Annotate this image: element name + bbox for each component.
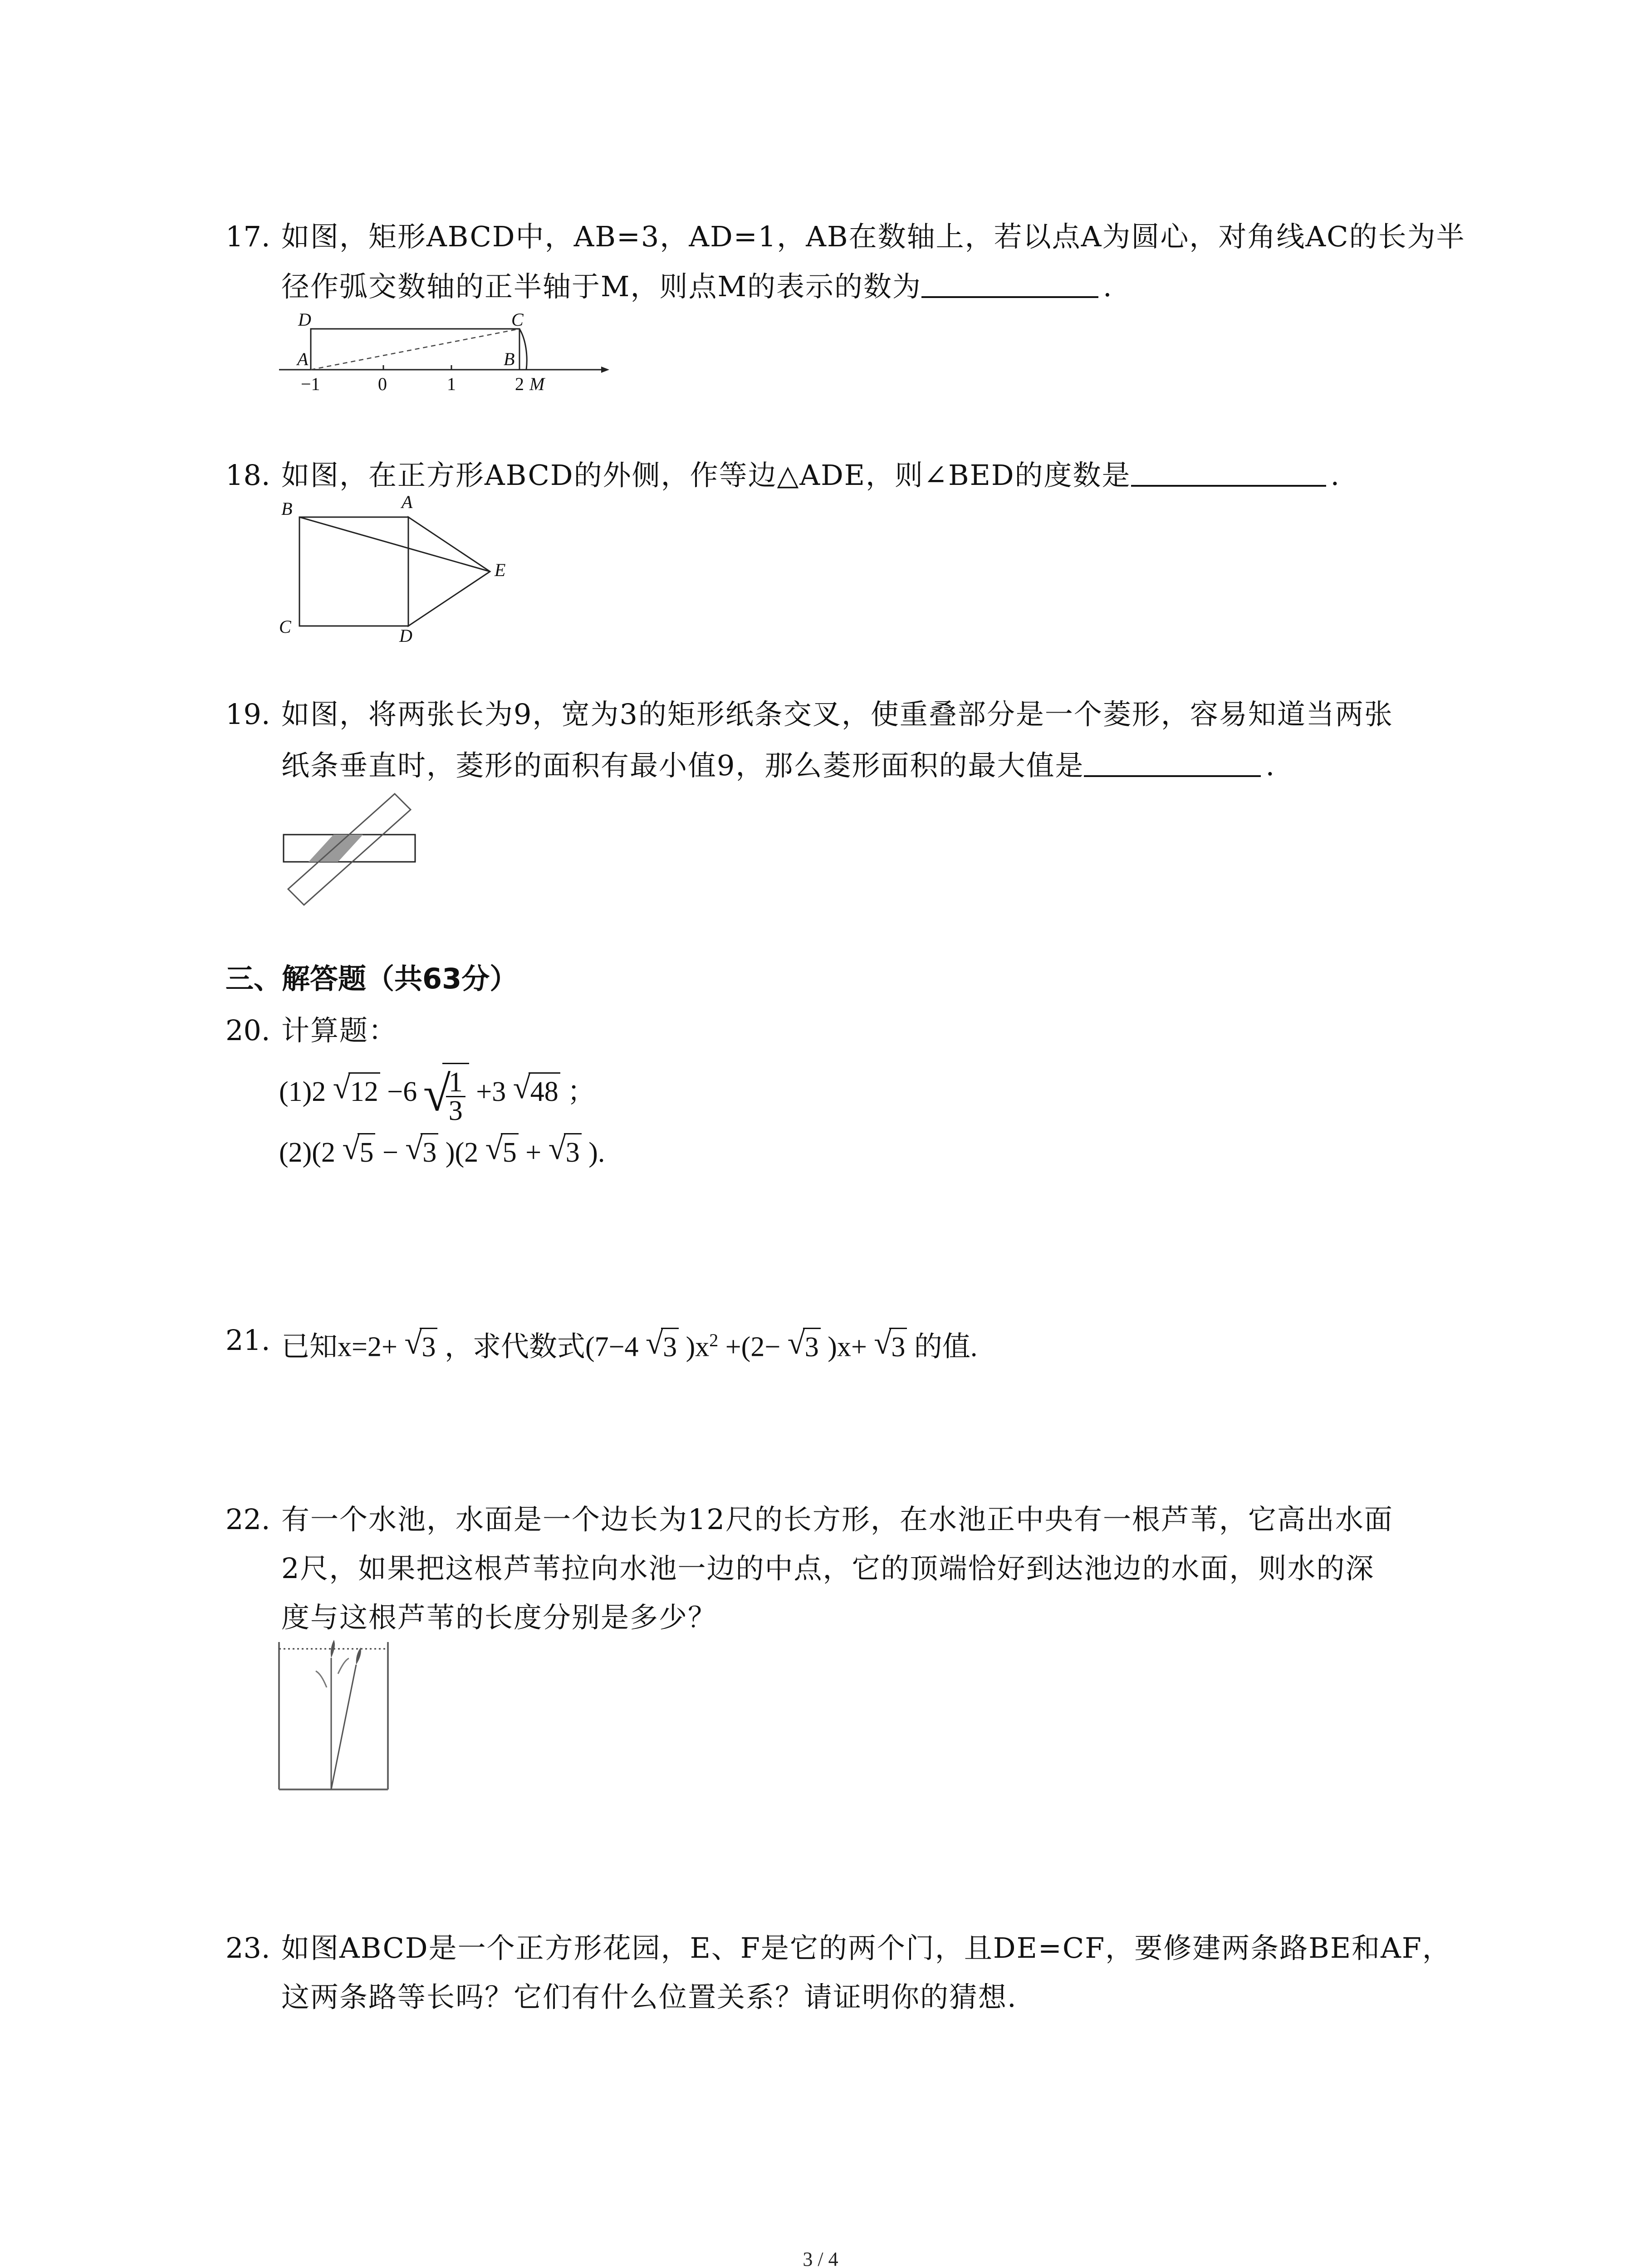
q18-label-C: C	[279, 616, 291, 637]
q17-tick-1: 1	[447, 374, 456, 394]
q20-p2-sqrt3a: √ 3	[421, 1133, 438, 1171]
q17-label-B: B	[504, 349, 515, 369]
q21-number: 21.	[225, 1324, 270, 1357]
q17-label-A: A	[297, 349, 309, 369]
q21-mid4: )x+	[828, 1331, 867, 1363]
q20-p2-radicand-5b: 5	[502, 1137, 517, 1168]
section-title: 三、解答题（共63分）	[225, 962, 518, 995]
q18-label-A: A	[402, 492, 413, 512]
q17-end: .	[1102, 270, 1113, 303]
q20-p2-sqrt3b: √ 3	[564, 1133, 582, 1171]
q18-number: 18.	[225, 459, 270, 492]
q20-p2-radicand-3a: 3	[422, 1137, 437, 1168]
q22-text-line3: 度与这根芦苇的长度分别是多少？	[281, 1601, 717, 1634]
q17-label-M: M	[529, 374, 545, 394]
q20-title: 计算题：	[281, 1014, 398, 1047]
q23-text-line2: 这两条路等长吗？它们有什么位置关系？请证明你的猜想.	[281, 1980, 1017, 2014]
q19-number: 19.	[225, 698, 270, 731]
q21-mid3: +(2−	[725, 1331, 781, 1363]
q21-sqrt3a: √ 3	[420, 1328, 437, 1365]
q19-text-line1: 如图，将两张长为9，宽为3的矩形纸条交叉，使重叠部分是一个菱形，容易知道当两张	[281, 698, 1393, 731]
q23-text-line1: 如图ABCD是一个正方形花园，E、F是它的两个门，且DE=CF，要修建两条路BE和AF，	[281, 1931, 1451, 1965]
q17-text-line1: 如图，矩形ABCD中，AB=3，AD=1，AB在数轴上，若以点A为圆心，对角线AC的长为半	[281, 220, 1465, 253]
q17-label-C: C	[511, 309, 524, 330]
q21-text	[281, 1322, 977, 1365]
q21-sup: 2	[709, 1330, 719, 1350]
q18-label-E: E	[495, 560, 506, 580]
q18-text-line1	[281, 457, 1340, 494]
q18-label-D: D	[399, 626, 412, 646]
q20-p1-frac-num: 1	[446, 1069, 465, 1097]
q18-end: .	[1330, 459, 1341, 492]
q20-p2-prefix: (2)(2	[279, 1137, 335, 1168]
q21-radicand-d: 3	[891, 1331, 906, 1363]
q17-text: 径作弧交数轴的正半轴于M，则点M的表示的数为	[281, 270, 921, 303]
q23-number: 23.	[225, 1931, 270, 1965]
q21-radicand-b: 3	[663, 1331, 677, 1363]
q17-tick-2: 2	[515, 374, 524, 394]
q20-p1-frac-den: 3	[448, 1095, 463, 1126]
q20-p1-end: ；	[567, 1076, 596, 1108]
q22-number: 22.	[225, 1503, 270, 1536]
q22-text-line2: 2尺，如果把这根芦苇拉向水池一边的中点，它的顶端恰好到达池边的水面，则水的深	[281, 1552, 1375, 1585]
q20-p1-radicand-12: 12	[350, 1076, 378, 1108]
q21-mid2: )x	[686, 1331, 710, 1363]
q17-tick-0: 0	[378, 374, 387, 394]
q17-number: 17.	[225, 220, 270, 253]
q18-text: 如图，在正方形ABCD的外侧，作等边△ADE，则∠BED的度数是	[281, 459, 1131, 492]
q22-text-line1: 有一个水池，水面是一个边长为12尺的长方形，在水池正中央有一根芦苇，它高出水面	[281, 1503, 1393, 1536]
q19-text-line2	[281, 748, 1275, 784]
q20-part2	[279, 1133, 605, 1171]
q20-part1	[279, 1064, 595, 1127]
q17-answer-blank[interactable]	[921, 269, 1098, 298]
q20-p2-mid2: )(2	[445, 1137, 479, 1168]
q20-p2-mid1: −	[382, 1137, 398, 1168]
q21-pre: 已知x=2+	[281, 1331, 397, 1363]
q20-p1-sqrt-frac: √ $\frac{1}{3}$	[442, 1063, 469, 1124]
q21-sqrt3d: √ 3	[889, 1328, 907, 1365]
q20-p2-mid3: +	[525, 1137, 542, 1168]
q21-mid1: ，求代数式(7−4	[444, 1331, 639, 1363]
q20-p1-sqrt12: √ 12	[348, 1072, 380, 1110]
q21-radicand-c: 3	[804, 1331, 819, 1363]
q20-p1-radicand-48: 48	[530, 1076, 558, 1108]
q17-text-line2	[281, 269, 1113, 305]
q21-sqrt3c: √ 3	[803, 1328, 821, 1365]
q18-figure	[272, 494, 544, 644]
q20-p2-sqrt5a: √ 5	[358, 1133, 375, 1171]
q17-tick-neg1: −1	[301, 374, 320, 394]
q20-p2-sqrt5b: √ 5	[501, 1133, 519, 1171]
q20-p2-end: ).	[588, 1137, 605, 1168]
q22-figure	[274, 1633, 392, 1796]
q20-p2-radicand-3b: 3	[565, 1137, 580, 1168]
q19-figure	[279, 792, 442, 909]
q17-figure	[274, 308, 606, 395]
q21-radicand-a: 3	[421, 1331, 436, 1363]
q19-answer-blank[interactable]	[1084, 748, 1261, 777]
q18-answer-blank[interactable]	[1131, 458, 1326, 487]
q19-end: .	[1265, 749, 1276, 782]
q20-p2-radicand-5a: 5	[359, 1137, 374, 1168]
q20-number: 20.	[225, 1014, 270, 1047]
q21-end: 的值.	[914, 1331, 978, 1363]
q17-label-D: D	[298, 309, 311, 330]
q20-p1-mid2: +3	[476, 1076, 506, 1108]
q19-text: 纸条垂直时，菱形的面积有最小值9，那么菱形面积的最大值是	[281, 749, 1084, 782]
q20-p1-prefix: (1)2	[279, 1076, 326, 1108]
q20-p1-mid1: −6	[387, 1076, 417, 1108]
q21-sqrt3b: √ 3	[661, 1328, 679, 1365]
q18-label-B: B	[281, 499, 293, 519]
q20-p1-sqrt48: √ 48	[529, 1072, 560, 1110]
page-number: 3 / 4	[803, 2248, 838, 2268]
